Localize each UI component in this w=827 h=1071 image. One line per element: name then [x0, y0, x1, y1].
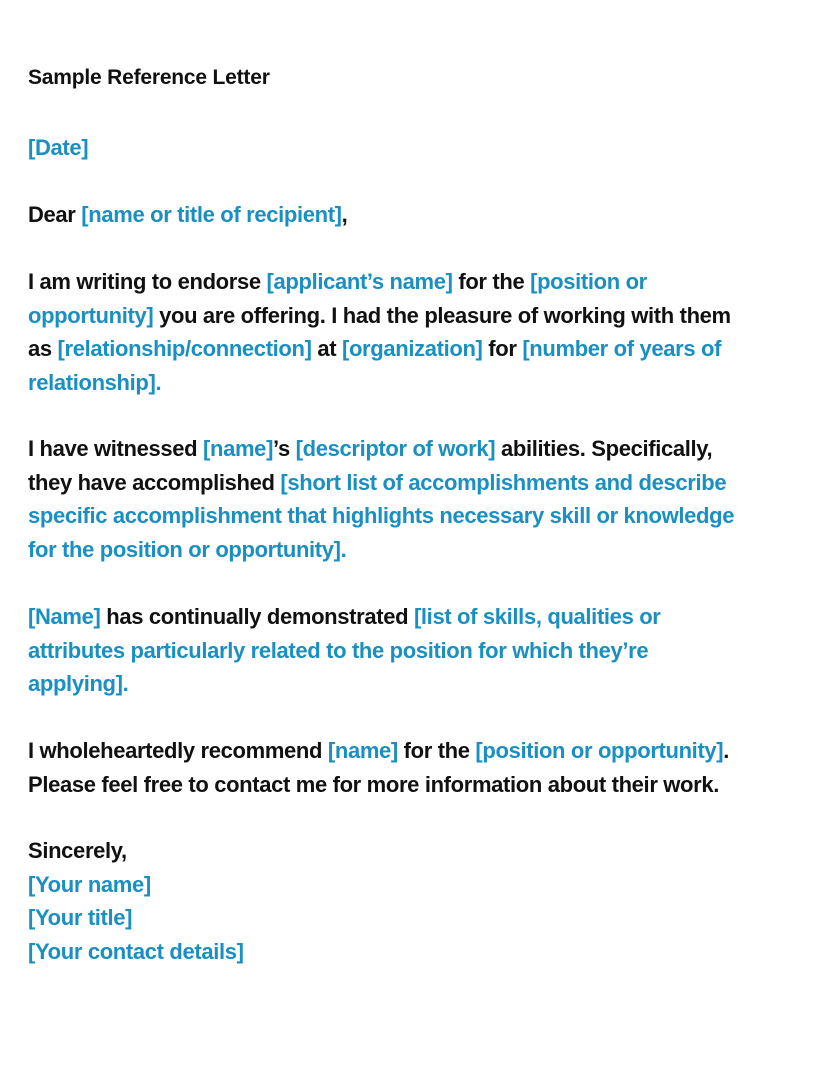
date-placeholder: [28, 131, 88, 165]
placeholder-text: [name]: [327, 738, 398, 763]
document-title: Sample Reference Letter: [28, 66, 270, 89]
body-text: abilities. Specifically,: [495, 436, 713, 461]
greeting: [28, 198, 347, 232]
body-text: I wholeheartedly recommend: [28, 738, 328, 763]
paragraph-line: [28, 332, 731, 366]
placeholder-text: [position or: [530, 269, 647, 294]
body-text: as: [28, 336, 58, 361]
greeting-prefix: Dear: [28, 202, 82, 227]
body-text: you are offering. I had the pleasure of working with them: [153, 302, 731, 328]
placeholder-text: opportunity]: [28, 302, 154, 328]
body-text: ’s: [273, 436, 296, 461]
body-text: for the: [452, 269, 531, 294]
placeholder-text: [organization]: [341, 336, 483, 361]
placeholder-text: [descriptor of work]: [295, 436, 496, 461]
placeholder-text: [applicant’s name]: [266, 269, 453, 294]
placeholder-text: attributes particularly related to the position for which they’re: [28, 637, 649, 663]
placeholder-text: specific accomplishment that highlights necessary skill or knowledge: [28, 503, 735, 528]
your-contact-placeholder: [Your contact details]: [28, 938, 244, 964]
placeholder-text: [Name]: [28, 604, 101, 629]
paragraph-line: [28, 265, 731, 299]
your-title-placeholder: [Your title]: [28, 905, 133, 930]
body-text: I am writing to endorse: [28, 269, 267, 294]
body-text: for the: [397, 738, 476, 763]
placeholder-text: relationship].: [28, 369, 162, 395]
paragraph-line: [28, 432, 734, 466]
your-name-placeholder: [Your name]: [28, 871, 151, 897]
body-text: I have witnessed: [28, 436, 204, 461]
paragraph-line: [28, 299, 731, 333]
signature-block: [28, 834, 244, 968]
paragraph-endorsement: [28, 265, 731, 399]
greeting-comma: ,: [341, 202, 348, 227]
paragraph-line: [28, 499, 734, 533]
paragraph-line: [28, 533, 734, 567]
paragraph-recommendation: [28, 734, 729, 801]
paragraph-line: [28, 600, 661, 634]
recipient-placeholder: [name or title of recipient]: [81, 202, 342, 227]
paragraph-line: [28, 734, 729, 768]
paragraph-line: [28, 768, 729, 802]
placeholder-text: [list of skills, qualities or: [413, 604, 661, 629]
body-text: has continually demonstrated: [100, 604, 414, 629]
paragraph-line: [28, 667, 661, 701]
paragraph-skills: [28, 600, 661, 701]
placeholder-text: [position or opportunity]: [475, 738, 724, 763]
body-text: Please feel free to contact me for more information about their work.: [28, 771, 720, 797]
paragraph-line: [28, 366, 731, 400]
placeholder-text: [name]: [203, 436, 274, 461]
paragraph-accomplishments: [28, 432, 734, 566]
paragraph-line: [28, 634, 661, 668]
placeholder-text: [short list of accomplishments and describe: [280, 469, 727, 495]
body-text: they have accomplished: [28, 469, 281, 495]
placeholder-text: for the position or opportunity].: [28, 536, 347, 562]
placeholder-text: [number of years of: [522, 336, 722, 361]
placeholder-text: applying].: [28, 671, 129, 696]
body-text: .: [723, 738, 730, 763]
valediction: Sincerely,: [28, 838, 127, 863]
paragraph-line: [28, 466, 734, 500]
date-text: [Date]: [28, 135, 89, 160]
body-text: at: [311, 336, 342, 361]
placeholder-text: [relationship/connection]: [57, 336, 312, 361]
body-text: for: [482, 336, 523, 361]
